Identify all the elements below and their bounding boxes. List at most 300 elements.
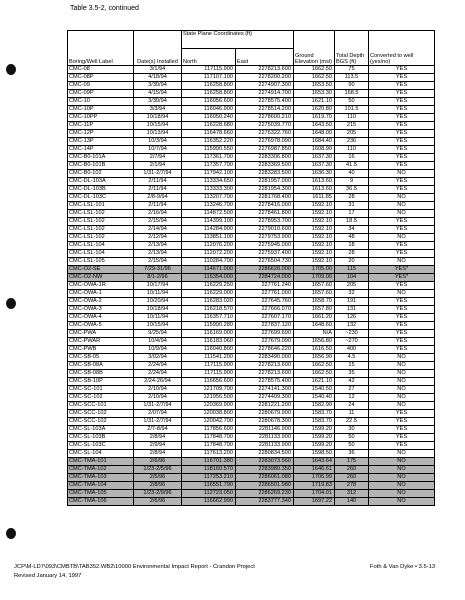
- cell-installed: 2/13/94: [134, 242, 182, 250]
- cell-east: 2278575.400: [236, 378, 294, 386]
- cell-converted: YES: [369, 410, 435, 418]
- binder-hole-icon: [6, 528, 16, 539]
- cell-installed: 10/7/94: [134, 146, 182, 154]
- cell-north: 114399.100: [182, 218, 236, 226]
- table-row: [68, 122, 435, 130]
- cell-east: 2278575.400: [236, 98, 294, 106]
- cell-east: 2278600.210: [236, 114, 294, 122]
- cell-installed: 2/14/94: [134, 226, 182, 234]
- cell-east: 2281957.000: [236, 178, 294, 186]
- cell-elevation: 1621.10: [294, 378, 335, 386]
- cell-installed: 2/5/96: [134, 474, 182, 482]
- cell-elevation: 1583.70: [294, 410, 335, 418]
- cell-converted: NO: [369, 458, 435, 466]
- cell-elevation: 1704.01: [294, 490, 335, 498]
- cell-converted: YES: [369, 330, 435, 338]
- cell-label: CMC-TMA-101: [68, 458, 134, 466]
- cell-depth: 41.5: [335, 162, 369, 170]
- cell-depth: 110: [335, 114, 369, 122]
- table-row: [68, 474, 435, 482]
- cell-installed: 4/18/94: [134, 74, 182, 82]
- cell-elevation: 1648.00: [294, 130, 335, 138]
- cell-north: 116218.570: [182, 306, 236, 314]
- table-row: [68, 194, 435, 202]
- cell-depth: 115: [335, 266, 369, 274]
- cell-elevation: 1719.83: [294, 482, 335, 490]
- binder-hole-icon: [6, 298, 16, 309]
- cell-depth: 48: [335, 234, 369, 242]
- table-row: [68, 146, 435, 154]
- cell-depth: 11: [335, 410, 369, 418]
- header-east: East: [236, 48, 294, 66]
- cell-depth: 20: [335, 258, 369, 266]
- cell-east: 2276978.090: [236, 138, 294, 146]
- cell-label: CMC-B0-101B: [68, 162, 134, 170]
- cell-north: 118160.570: [182, 466, 236, 474]
- cell-east: 227666.070: [236, 306, 294, 314]
- cell-north: 117942.100: [182, 170, 236, 178]
- cell-depth: 260: [335, 474, 369, 482]
- cell-elevation: 1608.90: [294, 146, 335, 154]
- cell-label: CMC-SCC-102: [68, 418, 134, 426]
- cell-installed: 4/15/94: [134, 90, 182, 98]
- cell-depth: 215: [335, 122, 369, 130]
- cell-east: 2276504.730: [236, 258, 294, 266]
- table-row: [68, 426, 435, 434]
- cell-north: 115990.550: [182, 146, 236, 154]
- cell-label: CMC-OWA-2: [68, 298, 134, 306]
- cell-installed: 10/17/94: [134, 282, 182, 290]
- cell-east: 2278213.600: [236, 370, 294, 378]
- header-north: North: [182, 48, 236, 66]
- cell-depth: 32: [335, 290, 369, 298]
- cell-elevation: 1658.70: [294, 298, 335, 306]
- cell-converted: NO: [369, 474, 435, 482]
- cell-label: CMC-B0-101A: [68, 154, 134, 162]
- cell-installed: 10/3/94: [134, 138, 182, 146]
- cell-north: 121709.700: [182, 386, 236, 394]
- cell-installed: 2/8/96: [134, 482, 182, 490]
- table-row: [68, 242, 435, 250]
- cell-north: 113333.300: [182, 186, 236, 194]
- cell-east: 2280834.500: [236, 450, 294, 458]
- table-row: [68, 250, 435, 258]
- cell-depth: 191: [335, 298, 369, 306]
- cell-depth: 104: [335, 274, 369, 282]
- cell-north: 112072.200: [182, 250, 236, 258]
- cell-installed: 2/24-26/94: [134, 378, 182, 386]
- cell-north: 116229.250: [182, 282, 236, 290]
- footer-revised-date: Revised January 14, 1997: [14, 573, 82, 579]
- cell-label: CMC-LSL-104: [68, 242, 134, 250]
- header-coordinates: State Plane Coordinates (ft): [182, 31, 294, 49]
- cell-label: CMC-DL-103B: [68, 186, 134, 194]
- cell-depth: 236: [335, 138, 369, 146]
- cell-converted: YES: [369, 250, 435, 258]
- cell-east: 2278213.600: [236, 362, 294, 370]
- cell-label: CMC-LSL-102: [68, 234, 134, 242]
- cell-north: 114284.900: [182, 226, 236, 234]
- cell-elevation: 1621.10: [294, 98, 335, 106]
- cell-installed: 2/13/94: [134, 250, 182, 258]
- cell-north: 116478.660: [182, 130, 236, 138]
- table-row: [68, 186, 435, 194]
- cell-east: 2278200.200: [236, 74, 294, 82]
- cell-converted: YES: [369, 186, 435, 194]
- cell-east: 2274409.300: [236, 394, 294, 402]
- cell-depth: 168.5: [335, 90, 369, 98]
- cell-installed: 10/9/94: [134, 346, 182, 354]
- cell-elevation: 1662.50: [294, 370, 335, 378]
- cell-north: 116183.060: [182, 338, 236, 346]
- cell-depth: 400: [335, 346, 369, 354]
- cell-north: 116354.000: [182, 274, 236, 282]
- cell-east: 2281768.400: [236, 194, 294, 202]
- cell-depth: 18: [335, 242, 369, 250]
- cell-converted: YES: [369, 98, 435, 106]
- cell-east: 2278953.700: [236, 218, 294, 226]
- cell-elevation: 1592.10: [294, 258, 335, 266]
- cell-depth: 131: [335, 306, 369, 314]
- cell-north: 112723.050: [182, 490, 236, 498]
- cell-installed: 3/1/94: [134, 66, 182, 74]
- cell-elevation: 1599.20: [294, 442, 335, 450]
- cell-depth: 24: [335, 402, 369, 410]
- table-row: [68, 418, 435, 426]
- table-row: [68, 282, 435, 290]
- cell-label: CMC-10P: [68, 106, 134, 114]
- cell-elevation: 1592.10: [294, 242, 335, 250]
- cell-converted: YES: [369, 130, 435, 138]
- cell-converted: NO: [369, 394, 435, 402]
- cell-converted: NO: [369, 202, 435, 210]
- cell-north: 117361.700: [182, 154, 236, 162]
- cell-converted: YES: [369, 138, 435, 146]
- cell-depth: 17: [335, 210, 369, 218]
- cell-north: 116662.990: [182, 498, 236, 506]
- cell-elevation: 1598.50: [294, 450, 335, 458]
- cell-elevation: 1709.00: [294, 274, 335, 282]
- cell-converted: YES: [369, 106, 435, 114]
- cell-converted: NO: [369, 370, 435, 378]
- cell-converted: NO: [369, 402, 435, 410]
- cell-installed: 2/15/94: [134, 258, 182, 266]
- cell-north: 117357.700: [182, 162, 236, 170]
- cell-east: 2286501.980: [236, 482, 294, 490]
- cell-installed: 2/24/94: [134, 370, 182, 378]
- cell-converted: YES: [369, 346, 435, 354]
- cell-north: 117115.900: [182, 362, 236, 370]
- cell-north: 110284.700: [182, 258, 236, 266]
- cell-north: 116169.000: [182, 330, 236, 338]
- cell-depth: 28: [335, 194, 369, 202]
- cell-label: CMC-14P: [68, 146, 134, 154]
- cell-north: 112076.200: [182, 242, 236, 250]
- table-row: [68, 90, 435, 98]
- cell-east: 2283369.500: [236, 162, 294, 170]
- table-row: [68, 162, 435, 170]
- cell-east: 2283283.500: [236, 170, 294, 178]
- table-row: [68, 322, 435, 330]
- cell-east: 2286269.230: [236, 490, 294, 498]
- table-row: [68, 74, 435, 82]
- cell-installed: 3/30/94: [134, 98, 182, 106]
- cell-installed: 10/11/94: [134, 314, 182, 322]
- cell-converted: YES: [369, 74, 435, 82]
- cell-elevation: 1697.22: [294, 498, 335, 506]
- cell-converted: YES: [369, 306, 435, 314]
- cell-label: CMC-LSL-102: [68, 226, 134, 234]
- cell-depth: 12: [335, 394, 369, 402]
- cell-label: CMC-OWA-3: [68, 306, 134, 314]
- table-row: [68, 370, 435, 378]
- cell-depth: 205: [335, 282, 369, 290]
- cell-converted: YES: [369, 82, 435, 90]
- cell-converted: YES: [369, 218, 435, 226]
- cell-converted: YES: [369, 146, 435, 154]
- cell-converted: YES: [369, 314, 435, 322]
- cell-north: 116701.380: [182, 458, 236, 466]
- cell-label: CMC-O2-SE: [68, 266, 134, 274]
- table-row: [68, 354, 435, 362]
- cell-east: 2274141.300: [236, 386, 294, 394]
- cell-depth: 312: [335, 490, 369, 498]
- cell-depth: 34: [335, 226, 369, 234]
- cell-elevation: 1619.70: [294, 114, 335, 122]
- cell-installed: 2/12/94: [134, 234, 182, 242]
- cell-installed: 2/9/94: [134, 442, 182, 450]
- cell-converted: YES: [369, 298, 435, 306]
- cell-east: 227699.690: [236, 330, 294, 338]
- table-body: [68, 66, 435, 506]
- table-row: [68, 402, 435, 410]
- cell-converted: YES: [369, 66, 435, 74]
- cell-label: CMC-SB-05: [68, 354, 134, 362]
- cell-label: CMC-SC-102: [68, 394, 134, 402]
- table-row: [68, 498, 435, 506]
- header-converted: Converted to well (yes/no): [369, 31, 435, 66]
- footer-file-path: JCP\M-LD7\093\CMBTB\TAB352.WB2\10000 Environmental Impact Report - Crandon Project: [14, 564, 255, 570]
- cell-east: 2283490.000: [236, 354, 294, 362]
- cell-elevation: 1582.90: [294, 402, 335, 410]
- cell-north: 121956.500: [182, 394, 236, 402]
- table-row: [68, 410, 435, 418]
- cell-label: CMC-TMA-106: [68, 498, 134, 506]
- table-row: [68, 154, 435, 162]
- table-row: [68, 490, 435, 498]
- cell-east: 227837.120: [236, 322, 294, 330]
- cell-east: 2275937.400: [236, 250, 294, 258]
- cell-installed: 10/11/94: [134, 290, 182, 298]
- table-row: [68, 106, 435, 114]
- cell-installed: 3/3/94: [134, 106, 182, 114]
- cell-east: 2278646.220: [236, 346, 294, 354]
- cell-east: 227607.170: [236, 314, 294, 322]
- cell-east: 2280678.300: [236, 418, 294, 426]
- cell-east: 2283073.560: [236, 458, 294, 466]
- cell-converted: NO: [369, 378, 435, 386]
- cell-elevation: N/A: [294, 330, 335, 338]
- cell-east: 227761.240: [236, 282, 294, 290]
- cell-east: 2278514.200: [236, 106, 294, 114]
- cell-converted: YES: [369, 90, 435, 98]
- cell-converted: NO: [369, 466, 435, 474]
- cell-installed: 2/07/94: [134, 410, 182, 418]
- cell-label: CMC-SL-103B: [68, 434, 134, 442]
- cell-converted: NO: [369, 170, 435, 178]
- cell-installed: 10/18/94: [134, 306, 182, 314]
- cell-east: 2275039.770: [236, 122, 294, 130]
- cell-converted: NO: [369, 234, 435, 242]
- cell-depth: 16: [335, 154, 369, 162]
- cell-converted: YES*: [369, 266, 435, 274]
- cell-installed: 2/10/94: [134, 386, 182, 394]
- cell-depth: 50: [335, 98, 369, 106]
- table-row: [68, 210, 435, 218]
- cell-elevation: 1648.60: [294, 322, 335, 330]
- cell-elevation: 1592.10: [294, 202, 335, 210]
- cell-label: CMC-PWA: [68, 330, 134, 338]
- table-row: [68, 330, 435, 338]
- cell-converted: NO: [369, 258, 435, 266]
- cell-converted: NO: [369, 490, 435, 498]
- cell-elevation: 1705.00: [294, 266, 335, 274]
- cell-north: 114671.000: [182, 266, 236, 274]
- cell-depth: 36.5: [335, 186, 369, 194]
- cell-elevation: 1592.10: [294, 210, 335, 218]
- cell-north: 117115.900: [182, 66, 236, 74]
- cell-east: 2279753.900: [236, 234, 294, 242]
- cell-depth: ~270: [335, 338, 369, 346]
- cell-depth: 260: [335, 466, 369, 474]
- cell-north: 117107.100: [182, 74, 236, 82]
- cell-installed: 2/8-9/94: [134, 194, 182, 202]
- cell-east: 2275945.000: [236, 242, 294, 250]
- cell-installed: 10/20/94: [134, 298, 182, 306]
- cell-depth: 31: [335, 202, 369, 210]
- table-row: [68, 306, 435, 314]
- cell-east: 2278461.800: [236, 210, 294, 218]
- cell-north: 117613.200: [182, 450, 236, 458]
- cell-installed: 2/11/94: [134, 202, 182, 210]
- table-row: [68, 202, 435, 210]
- cell-elevation: 1592.10: [294, 234, 335, 242]
- cell-elevation: 1706.99: [294, 474, 335, 482]
- header-label: Boring/Well Label: [68, 31, 134, 66]
- cell-north: 116283.020: [182, 298, 236, 306]
- cell-installed: 2/11/94: [134, 186, 182, 194]
- cell-elevation: 1661.20: [294, 314, 335, 322]
- cell-label: CMC-08P: [68, 74, 134, 82]
- cell-elevation: 1616.50: [294, 346, 335, 354]
- cell-north: 117848.700: [182, 434, 236, 442]
- cell-east: 2280679.900: [236, 410, 294, 418]
- cell-north: 116352.220: [182, 138, 236, 146]
- cell-north: 115990.280: [182, 322, 236, 330]
- cell-converted: YES: [369, 418, 435, 426]
- cell-elevation: 1656.90: [294, 354, 335, 362]
- cell-installed: 2/16/94: [134, 210, 182, 218]
- cell-label: CMC-LSL-102: [68, 210, 134, 218]
- cell-east: 2283306.800: [236, 154, 294, 162]
- cell-east: 2276987.850: [236, 146, 294, 154]
- cell-label: CMC-OWA-5: [68, 322, 134, 330]
- cell-elevation: 1613.60: [294, 186, 335, 194]
- table-row: [68, 234, 435, 242]
- cell-east: 227645.760: [236, 298, 294, 306]
- cell-installed: 10/15/94: [134, 322, 182, 330]
- table-row: [68, 226, 435, 234]
- cell-depth: 175: [335, 458, 369, 466]
- cell-east: 227679.090: [236, 338, 294, 346]
- cell-elevation: 1662.50: [294, 66, 335, 74]
- cell-label: CMC-OWA-1: [68, 290, 134, 298]
- cell-label: CMC-09: [68, 82, 134, 90]
- cell-north: 116228.680: [182, 122, 236, 130]
- cell-elevation: 1540.50: [294, 386, 335, 394]
- cell-north: 116258.800: [182, 90, 236, 98]
- cell-elevation: 1592.10: [294, 226, 335, 234]
- cell-east: 2278416.000: [236, 202, 294, 210]
- footer-page-number: Foth & Van Dyke • 3.5-13: [370, 564, 436, 570]
- cell-label: CMC-10PP: [68, 114, 134, 122]
- table-row: [68, 466, 435, 474]
- table-row: [68, 66, 435, 74]
- cell-converted: YES: [369, 242, 435, 250]
- cell-north: 116656.600: [182, 378, 236, 386]
- cell-depth: 90: [335, 82, 369, 90]
- cell-label: CMC-SB-08B: [68, 370, 134, 378]
- table-row: [68, 298, 435, 306]
- cell-depth: 113.5: [335, 74, 369, 82]
- cell-label: CMC-SL-103C: [68, 442, 134, 450]
- table-row: [68, 482, 435, 490]
- cell-converted: NO: [369, 386, 435, 394]
- cell-installed: 2/6/96: [134, 458, 182, 466]
- table-row: [68, 378, 435, 386]
- cell-installed: 10/18/94: [134, 114, 182, 122]
- table-row: [68, 394, 435, 402]
- cell-label: CMC-TMA-104: [68, 482, 134, 490]
- cell-east: 2283980.350: [236, 466, 294, 474]
- cell-depth: 18.5: [335, 218, 369, 226]
- cell-converted: YES*: [369, 274, 435, 282]
- table-row: [68, 274, 435, 282]
- cell-depth: 15: [335, 362, 369, 370]
- table-row: [68, 450, 435, 458]
- cell-depth: 30: [335, 426, 369, 434]
- cell-label: CMC-13P: [68, 138, 134, 146]
- cell-north: 120038.800: [182, 410, 236, 418]
- cell-elevation: 1662.50: [294, 74, 335, 82]
- cell-north: 113334.650: [182, 178, 236, 186]
- cell-east: 2284724.000: [236, 274, 294, 282]
- cell-elevation: 1653.50: [294, 82, 335, 90]
- cell-depth: 278: [335, 482, 369, 490]
- cell-east: 2281146.900: [236, 426, 294, 434]
- cell-label: CMC-DL-103C: [68, 194, 134, 202]
- cell-elevation: 1599.20: [294, 426, 335, 434]
- cell-north: 113207.700: [182, 194, 236, 202]
- cell-converted: NO: [369, 482, 435, 490]
- cell-label: CMC-11P: [68, 122, 134, 130]
- cell-installed: 1/31-2/7/94: [134, 402, 182, 410]
- cell-converted: YES: [369, 338, 435, 346]
- cell-east: 227761.000: [236, 290, 294, 298]
- cell-east: 2286061.080: [236, 474, 294, 482]
- cell-installed: 7/29-31/96: [134, 266, 182, 274]
- cell-depth: 110: [335, 146, 369, 154]
